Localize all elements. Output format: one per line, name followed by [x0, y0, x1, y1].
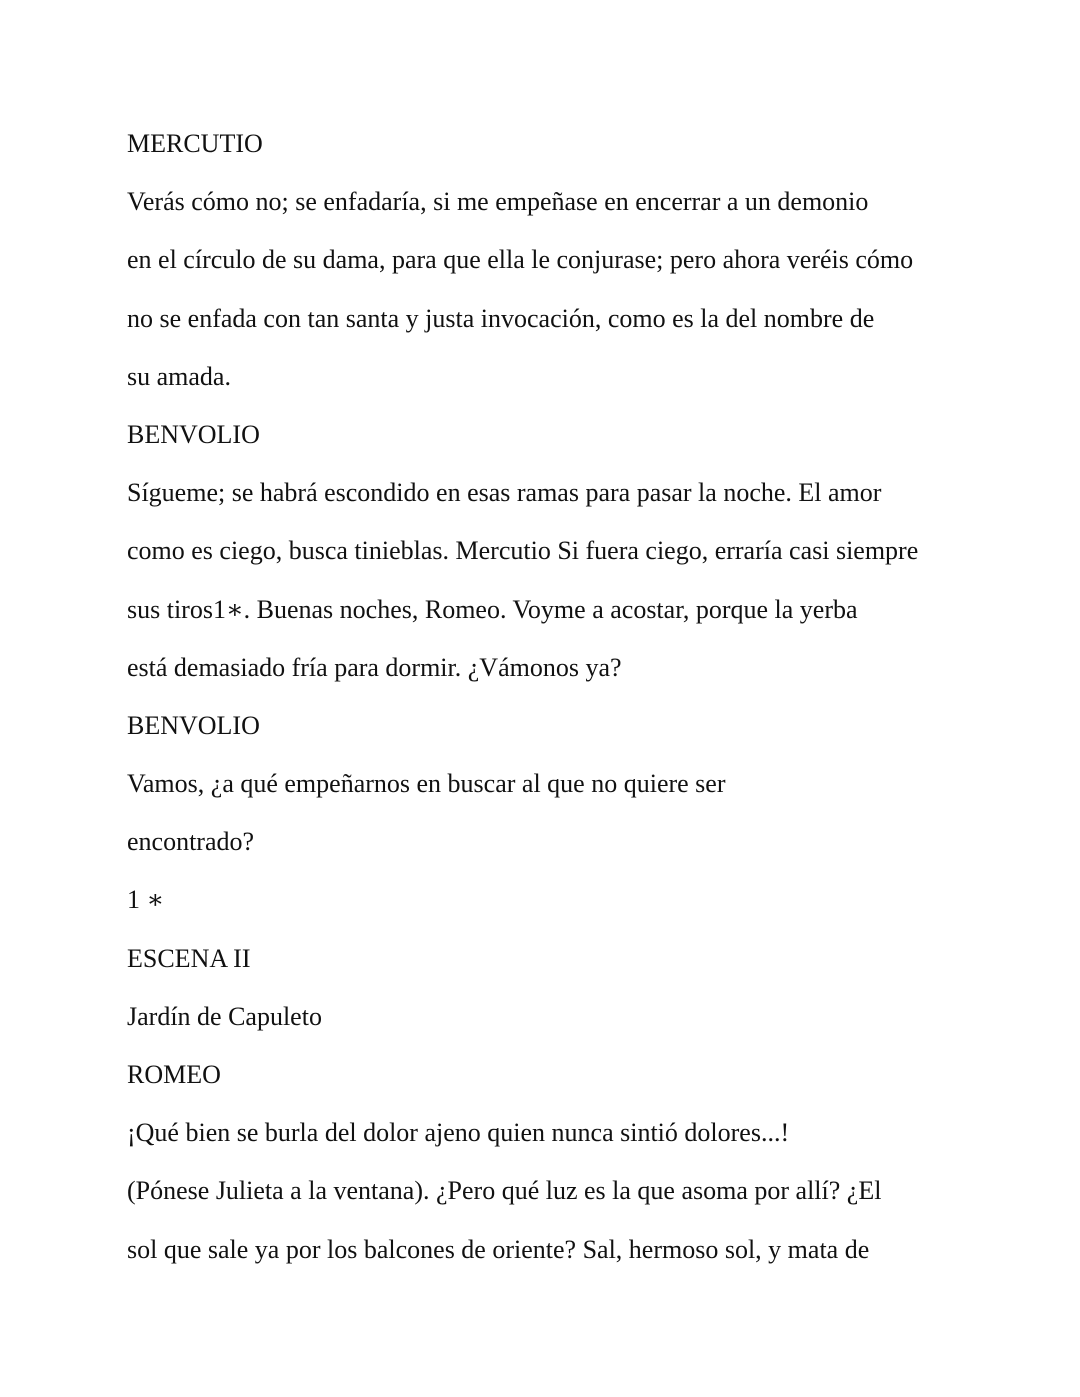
dialogue-line: no se enfada con tan santa y justa invocación, como es la del nombre de — [127, 303, 875, 333]
footnote-marker: 1 ∗ — [127, 885, 165, 915]
dialogue-line: sus tiros1∗. Buenas noches, Romeo. Voyme a acostar, porque la yerba — [127, 594, 858, 624]
dialogue-line: Vamos, ¿a qué empeñarnos en buscar al que no quiere ser — [127, 769, 726, 799]
dialogue-line: como es ciego, busca tinieblas. Mercutio Si fuera ciego, erraría casi siempre — [127, 536, 919, 566]
speaker-benvolio: BENVOLIO — [127, 419, 260, 449]
dialogue-line: su amada. — [127, 361, 231, 391]
dialogue-line: en el círculo de su dama, para que ella le conjurase; pero ahora veréis cómo — [127, 245, 914, 275]
scene-setting: Jardín de Capuleto — [127, 1001, 322, 1031]
speaker-benvolio: BENVOLIO — [127, 710, 260, 740]
dialogue-line: Verás cómo no; se enfadaría, si me empeñase en encerrar a un demonio — [127, 187, 869, 217]
play-text — [127, 125, 1007, 1289]
dialogue-line: ¡Qué bien se burla del dolor ajeno quien nunca sintió dolores...! — [127, 1118, 790, 1148]
dialogue-line: encontrado? — [127, 827, 255, 857]
dialogue-line: sol que sale ya por los balcones de oriente? Sal, hermoso sol, y mata de — [127, 1234, 870, 1264]
speaker-romeo: ROMEO — [127, 1060, 221, 1089]
scene-heading: ESCENA II — [127, 943, 251, 973]
dialogue-line: (Pónese Julieta a la ventana). ¿Pero qué luz es la que asoma por allí? ¿El — [127, 1176, 882, 1206]
dialogue-line: Sígueme; se habrá escondido en esas ramas para pasar la noche. El amor — [127, 478, 882, 508]
dialogue-line: está demasiado fría para dormir. ¿Vámonos ya? — [127, 652, 622, 682]
speaker-mercutio: MERCUTIO — [127, 129, 263, 158]
